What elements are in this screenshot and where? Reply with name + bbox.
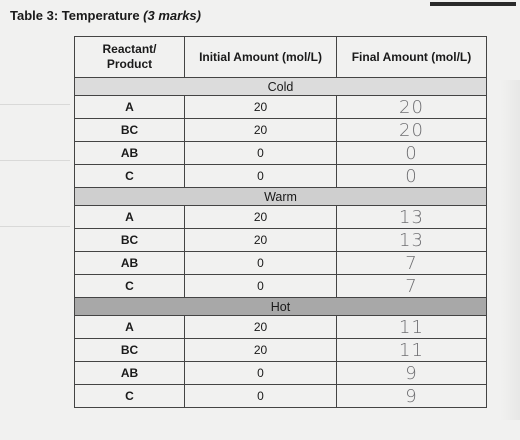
temperature-table bbox=[74, 36, 487, 408]
final-cell: 20 bbox=[337, 119, 487, 142]
caption-title: Table 3: Temperature bbox=[10, 8, 144, 23]
initial-cell: 0 bbox=[185, 362, 337, 385]
species-cell: A bbox=[75, 96, 185, 119]
header-row bbox=[75, 37, 487, 78]
initial-cell: 0 bbox=[185, 275, 337, 298]
final-cell: 7 bbox=[337, 275, 487, 298]
header-initial: Initial Amount (mol/L) bbox=[185, 37, 337, 78]
initial-cell: 0 bbox=[185, 252, 337, 275]
table-row bbox=[75, 362, 487, 385]
final-cell: 9 bbox=[337, 385, 487, 408]
initial-cell: 0 bbox=[185, 142, 337, 165]
final-cell: 11 bbox=[337, 316, 487, 339]
initial-cell: 20 bbox=[185, 339, 337, 362]
table-row bbox=[75, 206, 487, 229]
species-cell: C bbox=[75, 275, 185, 298]
table-row bbox=[75, 142, 487, 165]
table-row bbox=[75, 96, 487, 119]
final-cell: 13 bbox=[337, 206, 487, 229]
top-edge-bar bbox=[430, 2, 516, 6]
initial-cell: 20 bbox=[185, 119, 337, 142]
table-row bbox=[75, 339, 487, 362]
final-cell: 20 bbox=[337, 96, 487, 119]
final-cell: 9 bbox=[337, 362, 487, 385]
final-cell: 0 bbox=[337, 142, 487, 165]
table-row bbox=[75, 385, 487, 408]
species-cell: AB bbox=[75, 142, 185, 165]
species-cell: BC bbox=[75, 119, 185, 142]
initial-cell: 20 bbox=[185, 206, 337, 229]
species-cell: C bbox=[75, 165, 185, 188]
table-row bbox=[75, 316, 487, 339]
initial-cell: 0 bbox=[185, 165, 337, 188]
section-row-warm bbox=[75, 188, 487, 206]
table-caption bbox=[10, 8, 201, 23]
bleed-through-line bbox=[0, 104, 70, 105]
table-row bbox=[75, 229, 487, 252]
section-label: Warm bbox=[75, 188, 487, 206]
final-cell: 0 bbox=[337, 165, 487, 188]
species-cell: AB bbox=[75, 362, 185, 385]
species-cell: C bbox=[75, 385, 185, 408]
species-cell: A bbox=[75, 206, 185, 229]
species-cell: BC bbox=[75, 229, 185, 252]
initial-cell: 20 bbox=[185, 96, 337, 119]
bleed-through-line bbox=[0, 160, 70, 161]
section-label: Hot bbox=[75, 298, 487, 316]
final-cell: 7 bbox=[337, 252, 487, 275]
bleed-through-line bbox=[0, 226, 70, 227]
final-cell: 13 bbox=[337, 229, 487, 252]
caption-marks: (3 marks) bbox=[143, 8, 201, 23]
section-label: Cold bbox=[75, 78, 487, 96]
species-cell: A bbox=[75, 316, 185, 339]
table-row bbox=[75, 252, 487, 275]
section-row-hot bbox=[75, 298, 487, 316]
initial-cell: 20 bbox=[185, 229, 337, 252]
initial-cell: 20 bbox=[185, 316, 337, 339]
header-final: Final Amount (mol/L) bbox=[337, 37, 487, 78]
table-row bbox=[75, 165, 487, 188]
section-row-cold bbox=[75, 78, 487, 96]
final-cell: 11 bbox=[337, 339, 487, 362]
species-cell: BC bbox=[75, 339, 185, 362]
table-row bbox=[75, 275, 487, 298]
page-shadow bbox=[500, 80, 520, 420]
header-reactant: Reactant/ Product bbox=[75, 37, 185, 78]
table-row bbox=[75, 119, 487, 142]
initial-cell: 0 bbox=[185, 385, 337, 408]
species-cell: AB bbox=[75, 252, 185, 275]
